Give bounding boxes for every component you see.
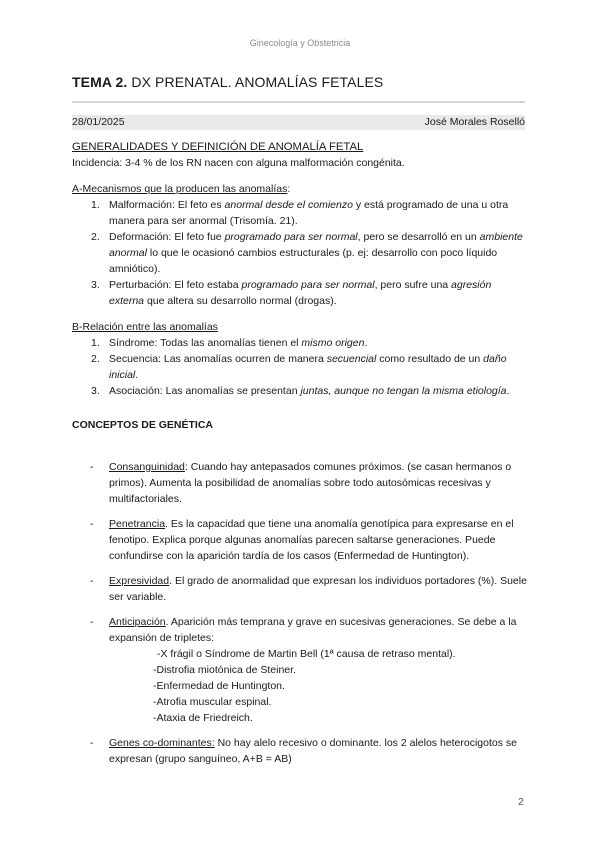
page-number: 2 [518, 796, 524, 808]
list-item [72, 459, 528, 507]
term-definition: No hay alelo recesivo o dominante. los 2 alelos heterocigotos se expresan (grupo sanguíneo, A+B = AB) [109, 737, 517, 765]
item-emphasis: secuencial [326, 353, 377, 365]
document-title [72, 74, 383, 90]
genetics-heading: CONCEPTOS DE GENÉTICA [72, 419, 213, 431]
list-item [72, 277, 528, 309]
term-definition: . Es la capacidad que tiene una anomalía genotípica para expresarse en el fenotipo. Explica porque algunas anomalías parecen saltarse generaciones. Puede confundirse con la aparición tardía de los casos (Enfermedad de Huntington). [109, 518, 514, 562]
item-text: . [364, 337, 368, 349]
dash-bullet: - [90, 461, 94, 473]
page-header: Ginecología y Obstetricia [249, 38, 351, 48]
item-text: Perturbación: El feto estaba [109, 279, 242, 291]
item-text: como resultado de un [376, 353, 484, 365]
list-number: 2. [91, 231, 100, 243]
term-definition: . Aparición más temprana y grave en sucesivas generaciones. Se debe a la expansión de tripletes: [109, 616, 517, 644]
item-emphasis: agresión externa [109, 279, 492, 307]
document-date: 28/01/2025 [72, 116, 125, 128]
triplet-disease: -X frágil o Síndrome de Martin Bell (1ª causa de retraso mental). [157, 648, 456, 660]
relation-heading: B-Relación entre las anomalías [72, 321, 218, 333]
section-heading-generalidades: GENERALIDADES Y DEFINICIÓN DE ANOMALÍA FETAL [72, 141, 364, 153]
item-text: lo que le ocasionó cambios estructurales (p. ej: desarrollo con poco líquido amniótico). [109, 247, 498, 275]
list-item [72, 229, 528, 277]
list-item [72, 614, 528, 726]
mechanisms-heading [72, 181, 528, 197]
item-text: . [135, 369, 139, 381]
list-number: 3. [91, 385, 100, 397]
item-text: , pero sufre una [374, 279, 452, 291]
dash-bullet: - [90, 518, 94, 530]
list-item [72, 516, 528, 564]
term-definition: . El grado de anormalidad que expresan los individuos portadores (%). Suele ser variable. [109, 575, 527, 603]
item-text: Síndrome: Todas las anomalías tienen el [109, 337, 302, 349]
dash-bullet: - [90, 575, 94, 587]
mechanisms-list [72, 197, 528, 309]
mechanisms-heading-colon: : [287, 183, 291, 195]
list-item [72, 335, 528, 351]
item-text: Asociación: Las anomalías se presentan [109, 385, 301, 397]
dash-bullet: - [90, 616, 94, 628]
item-emphasis: programado para ser normal [241, 279, 375, 291]
list-number: 3. [91, 279, 100, 291]
relation-list [72, 335, 528, 399]
list-item [72, 197, 528, 229]
title-text: DX PRENATAL. ANOMALÍAS FETALES [127, 74, 384, 90]
item-emphasis: juntas, aunque no tengan la misma etiología [300, 385, 507, 397]
list-item [72, 383, 528, 399]
term: Genes co-dominantes: [109, 737, 215, 749]
list-number: 1. [91, 337, 100, 349]
item-emphasis: ambiente anormal [109, 231, 523, 259]
list-item [72, 735, 528, 767]
term: Penetrancia [109, 518, 166, 530]
title-divider [72, 101, 525, 103]
list-item [72, 351, 528, 383]
item-emphasis: programado para ser normal [224, 231, 358, 243]
term: Consanguinidad [109, 461, 185, 473]
item-emphasis: anormal desde el comienzo [224, 199, 353, 211]
dash-bullet: - [90, 737, 94, 749]
list-item [72, 573, 528, 605]
triplet-disease: -Atrofia muscular espinal. [153, 696, 272, 708]
triplet-disease: -Distrofia miotónica de Steiner. [153, 664, 296, 676]
term-definition: : Cuando hay antepasados comunes próximos. (se casan hermanos o primos). Aumenta la posibilidad de anomalías sobre todo autosómicas recesivas y multifactoriales. [109, 461, 512, 505]
item-emphasis: mismo origen [301, 337, 365, 349]
item-text: que altera su desarrollo normal (drogas). [144, 295, 337, 307]
item-text: Malformación: El feto es [109, 199, 225, 211]
list-number: 2. [91, 353, 100, 365]
item-text: Deformación: El feto fue [109, 231, 225, 243]
title-prefix: TEMA 2. [72, 74, 128, 90]
triplet-disease: -Ataxia de Friedreich. [153, 712, 253, 724]
item-text: y está programado de una u otra manera para ser anormal (Trisomía. 21). [109, 199, 509, 227]
term: Expresividad [109, 575, 170, 587]
mechanisms-heading-text: A-Mecanismos que la producen las anomalías [72, 183, 288, 195]
genetics-list [72, 459, 528, 767]
item-emphasis: daño inicial [109, 353, 507, 381]
item-text: . [506, 385, 510, 397]
list-number: 1. [91, 199, 100, 211]
content [72, 139, 528, 776]
incidence-text: Incidencia: 3-4 % de los RN nacen con alguna malformación congénita. [72, 157, 405, 169]
term: Anticipación [109, 616, 166, 628]
document-author: José Morales Roselló [424, 116, 525, 128]
item-text: , pero se desarrolló en un [357, 231, 480, 243]
triplet-disease: -Enfermedad de Huntington. [153, 680, 285, 692]
item-text: Secuencia: Las anomalías ocurren de manera [109, 353, 327, 365]
meta-bar [72, 115, 525, 130]
